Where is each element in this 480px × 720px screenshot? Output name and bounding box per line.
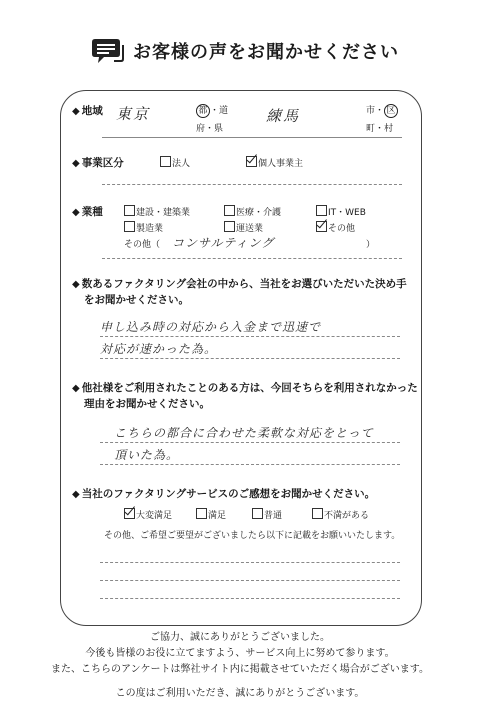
prefecture-value: 東京 (116, 105, 151, 123)
q2-answer-line2-rule (100, 464, 400, 465)
page-title: お客様の声をお聞かせください (133, 42, 399, 63)
industry-label: ◆ 業種 (72, 206, 103, 218)
q3-answer-rule-3 (100, 598, 400, 599)
q3-answer-rule-1 (100, 562, 400, 563)
q2-title-line1: ◆ 他社様をご利用されたことのある方は、今回そちらを利用されなかった (72, 382, 418, 394)
business-type-label: ◆ 事業区分 (72, 157, 124, 169)
business-option-sole-proprietor[interactable]: 個人事業主 (246, 156, 303, 169)
industry-other-label: その他（ (124, 240, 161, 250)
industry-option-medical[interactable]: 医療・介護 (224, 205, 281, 218)
region-underline (102, 137, 402, 138)
footer-closing: この度はご利用いただき、誠にありがとうございます。 (115, 688, 365, 699)
industry-option-other[interactable]: その他 (316, 221, 355, 234)
city-suffix-row1: 市・ 区 (366, 103, 398, 118)
industry-option-manufacturing[interactable]: 製造業 (124, 221, 163, 234)
q2-answer-line1: こちらの都合に合わせた柔軟な対応をとって (114, 426, 374, 440)
prefecture-suffix-row2: 府・県 (196, 124, 224, 134)
industry-divider (102, 258, 402, 259)
industry-other-close: ） (366, 240, 376, 250)
q1-answer-line2: 対応が速かった為。 (100, 342, 218, 356)
q3-option-satisfied[interactable]: 満足 (196, 508, 226, 521)
q1-answer-line2-rule (100, 358, 400, 359)
q3-title: ◆ 当社のファクタリングサービスのご感想をお聞かせください。 (72, 488, 376, 500)
industry-option-it-web[interactable]: IT・WEB (316, 205, 366, 218)
q3-option-very-satisfied[interactable]: 大変満足 (124, 508, 172, 521)
industry-other-value: コンサルティング (172, 236, 275, 250)
q2-answer-line1-rule (100, 442, 400, 443)
city-suffix-row2: 町・村 (366, 124, 394, 134)
footer-commitment: 今後も皆様のお役に立てますよう、サービス向上に努めて参ります。 (85, 648, 395, 659)
industry-option-construction[interactable]: 建設・建築業 (124, 205, 190, 218)
q2-title-line2: 理由をお聞かせください。 (84, 398, 210, 410)
q3-note: その他、ご希望ご要望がございましたら以下に記載をお願いいたします。 (104, 531, 401, 541)
footer-thanks: ご協力、誠にありがとうございました。 (150, 632, 330, 643)
footer-publication-note: また、こちらのアンケートは弊社サイト内に掲載させていただく場合がございます。 (51, 664, 429, 675)
q2-answer-line2: 頂いた為。 (114, 448, 180, 462)
q1-title-line2: をお聞かせください。 (84, 294, 189, 306)
business-divider (102, 184, 402, 185)
q3-answer-rule-2 (100, 580, 400, 581)
q1-title-line1: ◆ 数あるファクタリング会社の中から、当社をお選びいただいた決め手 (72, 278, 407, 290)
industry-option-transport[interactable]: 運送業 (224, 221, 263, 234)
chat-bubble-icon (92, 37, 126, 65)
q1-answer-line1: 申し込み時の対応から入金まで迅速で (100, 320, 322, 334)
q3-option-average[interactable]: 普通 (252, 508, 282, 521)
prefecture-suffix-row1: 都 ・道 (196, 103, 228, 118)
region-label: ◆ 地域 (72, 105, 103, 117)
q3-option-dissatisfied[interactable]: 不満がある (312, 508, 369, 521)
city-value: 練馬 (266, 107, 301, 125)
q1-answer-line1-rule (100, 336, 400, 337)
business-option-corporation[interactable]: 法人 (160, 156, 190, 169)
